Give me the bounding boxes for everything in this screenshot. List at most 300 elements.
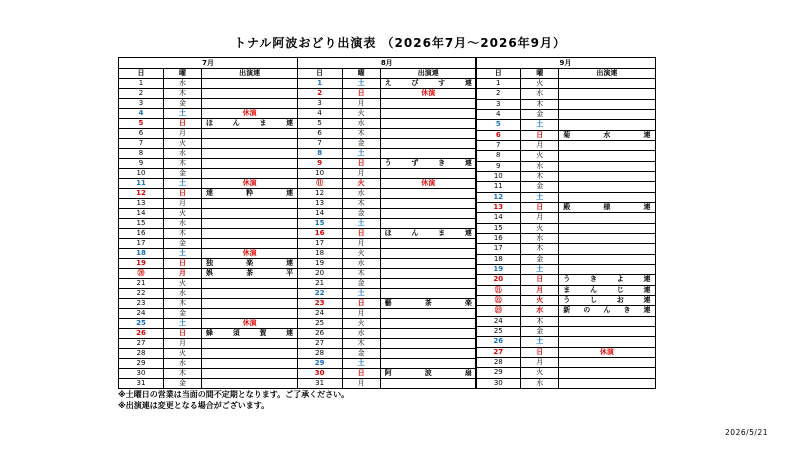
weekday-cell: 土	[342, 79, 380, 89]
act-cell: うきよ連	[559, 275, 655, 285]
table-row	[476, 295, 655, 305]
weekday-cell: 火	[342, 109, 380, 119]
day-cell: 18	[119, 249, 164, 259]
table-row	[476, 130, 655, 140]
tables-row	[118, 57, 654, 389]
weekday-cell: 土	[521, 264, 559, 274]
day-cell: 29	[476, 368, 521, 378]
day-cell: 26	[476, 337, 521, 347]
act-cell	[380, 169, 476, 179]
table-row	[119, 159, 298, 169]
day-column-header: 日	[119, 69, 164, 79]
day-cell: 6	[476, 130, 521, 140]
table-row	[119, 289, 298, 299]
day-cell: 15	[119, 219, 164, 229]
act-cell	[380, 329, 476, 339]
table-row	[297, 119, 476, 129]
table-row	[297, 159, 476, 169]
act-cell	[559, 378, 655, 388]
table-row	[476, 213, 655, 223]
act-cell: 藝茶楽	[380, 299, 476, 309]
table-row	[119, 379, 298, 389]
weekday-cell: 土	[163, 109, 201, 119]
day-cell: 16	[476, 233, 521, 243]
act-cell	[380, 219, 476, 229]
weekday-cell: 土	[163, 319, 201, 329]
act-cell	[559, 192, 655, 202]
weekday-cell: 木	[163, 369, 201, 379]
table-row	[476, 99, 655, 109]
weekday-cell: 火	[342, 179, 380, 189]
weekday-cell: 火	[163, 349, 201, 359]
day-cell: 29	[297, 359, 342, 369]
month-header: 7月	[119, 58, 298, 69]
weekday-cell: 月	[521, 357, 559, 367]
day-cell: 15	[297, 219, 342, 229]
weekday-cell: 水	[163, 359, 201, 369]
weekday-cell: 金	[521, 254, 559, 264]
act-cell: 休演	[202, 249, 298, 259]
table-row	[119, 189, 298, 199]
day-cell: ⑪	[297, 179, 342, 189]
act-cell: うしお連	[559, 295, 655, 305]
weekday-cell: 金	[342, 139, 380, 149]
table-row	[476, 233, 655, 243]
weekday-cell: 金	[163, 99, 201, 109]
day-cell: 7	[297, 139, 342, 149]
table-row	[297, 299, 476, 309]
weekday-cell: 金	[163, 379, 201, 389]
table-row	[297, 329, 476, 339]
note-saturday: ※土曜日の営業は当面の間不定期となります。ご了承ください。	[118, 390, 350, 399]
weekday-cell: 日	[342, 369, 380, 379]
act-cell: 菊水連	[559, 130, 655, 140]
day-cell: 9	[297, 159, 342, 169]
day-cell: 9	[476, 161, 521, 171]
table-row	[119, 219, 298, 229]
table-row	[119, 339, 298, 349]
weekday-cell: 月	[163, 269, 201, 279]
act-cell	[559, 316, 655, 326]
table-row	[119, 199, 298, 209]
table-row	[297, 179, 476, 189]
weekday-cell: 日	[342, 159, 380, 169]
act-cell: ほんま連	[202, 119, 298, 129]
table-row	[297, 129, 476, 139]
weekday-cell: 土	[521, 192, 559, 202]
day-cell: 19	[297, 259, 342, 269]
act-cell	[202, 89, 298, 99]
day-cell: 27	[297, 339, 342, 349]
weekday-cell: 水	[163, 219, 201, 229]
act-cell	[559, 254, 655, 264]
table-row	[476, 244, 655, 254]
day-cell: 19	[476, 264, 521, 274]
act-cell	[202, 339, 298, 349]
table-row	[119, 259, 298, 269]
act-cell	[202, 369, 298, 379]
day-cell: 11	[119, 179, 164, 189]
act-cell: 休演	[202, 109, 298, 119]
day-cell: 20	[476, 275, 521, 285]
act-cell	[559, 109, 655, 119]
weekday-cell: 木	[163, 299, 201, 309]
act-cell	[559, 161, 655, 171]
month-table	[475, 57, 655, 389]
act-cell	[380, 379, 476, 389]
table-row	[297, 379, 476, 389]
day-cell: 24	[119, 309, 164, 319]
act-cell	[202, 209, 298, 219]
table-row	[476, 79, 655, 89]
table-row	[297, 99, 476, 109]
act-cell	[380, 279, 476, 289]
weekday-cell: 木	[342, 129, 380, 139]
weekday-cell: 火	[521, 223, 559, 233]
act-cell	[202, 99, 298, 109]
table-row	[119, 279, 298, 289]
weekday-cell: 木	[521, 171, 559, 181]
table-row	[119, 89, 298, 99]
table-row	[297, 229, 476, 239]
table-row	[476, 306, 655, 316]
act-cell	[202, 239, 298, 249]
day-cell: 8	[297, 149, 342, 159]
table-row	[119, 319, 298, 329]
day-cell: 30	[297, 369, 342, 379]
table-row	[119, 359, 298, 369]
weekday-cell: 日	[342, 299, 380, 309]
act-column-header: 出演連	[202, 69, 298, 79]
weekday-cell: 水	[163, 149, 201, 159]
weekday-cell: 火	[521, 295, 559, 305]
day-cell: 25	[297, 319, 342, 329]
table-row	[119, 349, 298, 359]
act-cell	[380, 149, 476, 159]
act-cell	[202, 359, 298, 369]
day-cell: 20	[297, 269, 342, 279]
act-cell	[202, 219, 298, 229]
day-cell: 4	[476, 109, 521, 119]
day-cell: 22	[119, 289, 164, 299]
act-cell: 蜂須賀連	[202, 329, 298, 339]
day-cell: 10	[119, 169, 164, 179]
act-cell: 達粋連	[202, 189, 298, 199]
month-table	[297, 57, 477, 389]
note-change: ※出演連は変更となる場合がございます。	[118, 401, 270, 410]
table-row	[476, 368, 655, 378]
schedule-tables	[118, 57, 654, 389]
act-cell	[380, 189, 476, 199]
weekday-cell: 月	[521, 140, 559, 150]
weekday-cell: 金	[521, 182, 559, 192]
day-cell: 23	[297, 299, 342, 309]
table-row	[119, 79, 298, 89]
day-cell: ⑳	[119, 269, 164, 279]
act-cell	[380, 349, 476, 359]
weekday-cell: 日	[521, 130, 559, 140]
table-row	[119, 149, 298, 159]
act-cell	[559, 140, 655, 150]
table-row	[119, 209, 298, 219]
table-row	[297, 79, 476, 89]
table-row	[297, 339, 476, 349]
act-cell: まんじ連	[559, 285, 655, 295]
act-cell	[202, 199, 298, 209]
weekday-cell: 水	[521, 378, 559, 388]
day-cell: 15	[476, 223, 521, 233]
act-cell	[380, 269, 476, 279]
day-cell: ㉑	[476, 285, 521, 295]
day-cell: ㉓	[476, 306, 521, 316]
act-cell	[559, 337, 655, 347]
act-cell: うずき連	[380, 159, 476, 169]
weekday-cell: 火	[521, 368, 559, 378]
weekday-cell: 木	[163, 159, 201, 169]
act-cell	[380, 119, 476, 129]
act-cell	[559, 223, 655, 233]
act-cell	[202, 349, 298, 359]
weekday-cell: 火	[521, 79, 559, 89]
day-cell: 14	[119, 209, 164, 219]
table-row	[119, 329, 298, 339]
act-cell	[202, 159, 298, 169]
weekday-cell: 月	[342, 309, 380, 319]
day-cell: 1	[119, 79, 164, 89]
day-cell: 29	[119, 359, 164, 369]
table-row	[297, 309, 476, 319]
table-row	[297, 319, 476, 329]
act-cell	[559, 79, 655, 89]
table-row	[297, 189, 476, 199]
day-cell: 30	[476, 378, 521, 388]
act-cell: ほんま連	[380, 229, 476, 239]
table-row	[297, 289, 476, 299]
table-row	[476, 202, 655, 212]
day-cell: 2	[119, 89, 164, 99]
weekday-cell: 月	[342, 99, 380, 109]
table-row	[476, 347, 655, 357]
weekday-cell: 火	[521, 151, 559, 161]
weekday-cell: 水	[163, 79, 201, 89]
weekday-cell: 日	[163, 329, 201, 339]
table-row	[476, 151, 655, 161]
weekday-cell: 木	[163, 229, 201, 239]
table-row	[297, 89, 476, 99]
weekday-cell: 火	[163, 209, 201, 219]
weekday-cell: 土	[342, 219, 380, 229]
act-column-header: 出演連	[559, 69, 655, 79]
weekday-cell: 火	[163, 279, 201, 289]
act-cell	[202, 139, 298, 149]
weekday-cell: 木	[342, 199, 380, 209]
weekday-cell: 日	[342, 89, 380, 99]
day-cell: 14	[297, 209, 342, 219]
table-row	[119, 99, 298, 109]
page-title: トナル阿波おどり出演表 （2026年7月〜2026年9月）	[233, 36, 567, 50]
weekday-cell: 日	[521, 275, 559, 285]
act-cell	[202, 289, 298, 299]
weekday-cell: 水	[342, 119, 380, 129]
update-date: 2026/5/21	[725, 428, 768, 437]
table-row	[297, 109, 476, 119]
weekday-cell: 土	[521, 337, 559, 347]
weekday-cell: 金	[163, 309, 201, 319]
act-cell: 休演	[202, 179, 298, 189]
table-row	[476, 326, 655, 336]
day-cell: 18	[476, 254, 521, 264]
day-cell: 8	[476, 151, 521, 161]
day-cell: 1	[476, 79, 521, 89]
act-cell	[202, 79, 298, 89]
act-cell	[202, 279, 298, 289]
act-cell	[380, 209, 476, 219]
weekday-cell: 月	[163, 199, 201, 209]
table-row	[476, 140, 655, 150]
day-cell: 30	[119, 369, 164, 379]
day-cell: 26	[297, 329, 342, 339]
act-cell	[559, 326, 655, 336]
act-cell	[380, 139, 476, 149]
table-row	[476, 89, 655, 99]
act-cell	[559, 264, 655, 274]
notes	[118, 389, 349, 411]
act-cell	[380, 309, 476, 319]
day-cell: 23	[119, 299, 164, 309]
day-cell: 5	[297, 119, 342, 129]
weekday-cell: 土	[342, 149, 380, 159]
act-cell	[202, 169, 298, 179]
act-cell: 阿波扇	[380, 369, 476, 379]
act-cell	[559, 120, 655, 130]
weekday-cell: 金	[342, 209, 380, 219]
table-row	[476, 120, 655, 130]
weekday-cell: 月	[342, 379, 380, 389]
day-cell: 3	[119, 99, 164, 109]
weekday-cell: 水	[342, 259, 380, 269]
day-cell: 5	[476, 120, 521, 130]
day-cell: 25	[119, 319, 164, 329]
day-cell: 10	[476, 171, 521, 181]
act-cell	[380, 319, 476, 329]
act-cell: 殿様連	[559, 202, 655, 212]
day-cell: 6	[119, 129, 164, 139]
table-row	[476, 254, 655, 264]
weekday-cell: 日	[163, 119, 201, 129]
day-cell: 18	[297, 249, 342, 259]
table-row	[119, 119, 298, 129]
table-row	[476, 357, 655, 367]
day-cell: 4	[119, 109, 164, 119]
table-row	[297, 139, 476, 149]
day-cell: ㉒	[476, 295, 521, 305]
weekday-cell: 水	[163, 289, 201, 299]
act-cell	[380, 339, 476, 349]
day-cell: 2	[476, 89, 521, 99]
table-row	[476, 337, 655, 347]
table-row	[297, 239, 476, 249]
act-cell	[559, 99, 655, 109]
act-cell	[380, 359, 476, 369]
weekday-cell: 月	[521, 213, 559, 223]
day-cell: 1	[297, 79, 342, 89]
act-cell	[202, 129, 298, 139]
table-row	[119, 169, 298, 179]
weekday-cell: 土	[342, 359, 380, 369]
act-cell	[380, 199, 476, 209]
act-cell	[559, 89, 655, 99]
day-cell: 3	[297, 99, 342, 109]
weekday-cell: 水	[521, 89, 559, 99]
weekday-column-header: 曜	[342, 69, 380, 79]
day-cell: 13	[119, 199, 164, 209]
weekday-cell: 月	[521, 285, 559, 295]
weekday-cell: 日	[521, 202, 559, 212]
day-cell: 4	[297, 109, 342, 119]
table-row	[476, 316, 655, 326]
act-cell: 休演	[559, 347, 655, 357]
month-header: 8月	[297, 58, 476, 69]
weekday-cell: 木	[342, 339, 380, 349]
table-row	[476, 161, 655, 171]
weekday-cell: 火	[342, 319, 380, 329]
weekday-cell: 月	[342, 239, 380, 249]
day-cell: 31	[119, 379, 164, 389]
table-row	[119, 139, 298, 149]
act-cell: 新のんき連	[559, 306, 655, 316]
table-row	[297, 149, 476, 159]
act-cell	[202, 229, 298, 239]
day-cell: 9	[119, 159, 164, 169]
weekday-cell: 日	[163, 259, 201, 269]
day-cell: 6	[297, 129, 342, 139]
table-row	[476, 378, 655, 388]
day-column-header: 日	[476, 69, 521, 79]
act-cell	[559, 182, 655, 192]
day-cell: 8	[119, 149, 164, 159]
table-row	[297, 249, 476, 259]
day-cell: 17	[119, 239, 164, 249]
weekday-cell: 水	[342, 189, 380, 199]
weekday-cell: 金	[521, 326, 559, 336]
day-cell: 27	[476, 347, 521, 357]
weekday-cell: 火	[163, 139, 201, 149]
weekday-cell: 水	[521, 161, 559, 171]
day-cell: 11	[476, 182, 521, 192]
day-cell: 14	[476, 213, 521, 223]
day-cell: 17	[297, 239, 342, 249]
weekday-cell: 水	[342, 329, 380, 339]
day-cell: 12	[119, 189, 164, 199]
weekday-cell: 土	[163, 179, 201, 189]
table-row	[476, 192, 655, 202]
table-row	[119, 179, 298, 189]
table-row	[119, 249, 298, 259]
act-cell	[202, 299, 298, 309]
table-row	[476, 171, 655, 181]
weekday-cell: 日	[521, 347, 559, 357]
act-cell: 休演	[380, 89, 476, 99]
table-row	[119, 129, 298, 139]
day-cell: 19	[119, 259, 164, 269]
table-row	[297, 369, 476, 379]
act-cell: 独楽連	[202, 259, 298, 269]
act-cell	[559, 151, 655, 161]
weekday-cell: 木	[521, 316, 559, 326]
weekday-cell: 日	[163, 189, 201, 199]
day-cell: 22	[297, 289, 342, 299]
act-cell	[380, 239, 476, 249]
